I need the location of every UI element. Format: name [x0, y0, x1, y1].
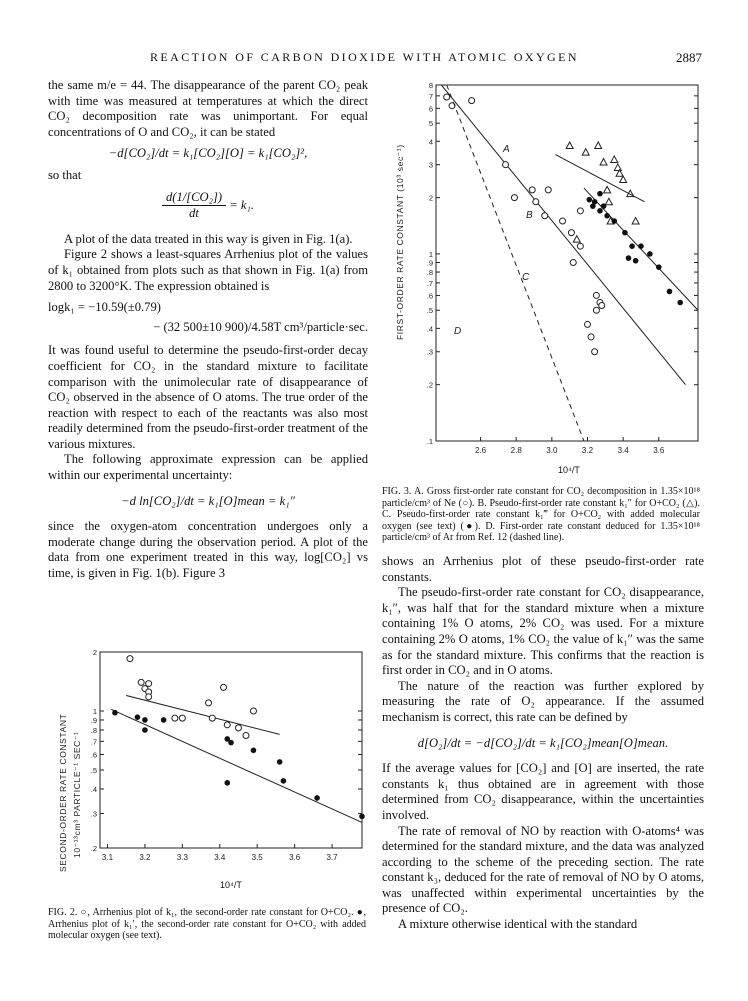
data-point [600, 159, 607, 166]
data-point [566, 142, 573, 149]
data-point [611, 218, 617, 224]
y-tick-label: .5 [426, 306, 433, 316]
data-point [570, 259, 576, 265]
data-point [632, 217, 639, 224]
fig2-chart [70, 640, 370, 880]
paragraph: The pseudo-first-order rate constant for CO₂ disappearance, k₁″, was half that for the standard mixture when a mixture containing 1% O atoms, 2% CO₂ was used. For a mixture containing 2% O atoms, 1% CO₂ the value of k₁″ was the same as for the standard mixture. This confirms that the reaction is first order in CO₂ and in O atoms. [382, 585, 704, 678]
page-header [0, 50, 748, 70]
fig2-x-axis-label: 10⁴/T [220, 880, 242, 890]
paragraph: If the average values for [CO₂] and [O] are inserted, the rate constants k₁ thus obtained are in agreement with those determined from CO₂ disappearance, within the uncertainties involved. [382, 761, 704, 822]
y-tick-label: .8 [90, 725, 97, 735]
paragraph: A plot of the data treated in this way is given in Fig. 1(a). [64, 231, 353, 246]
left-column [48, 78, 368, 582]
data-point [135, 714, 141, 720]
data-point [235, 725, 241, 731]
equation-rhs: = k₁. [229, 197, 255, 212]
line-label-D: D [454, 326, 462, 337]
data-point [597, 208, 603, 214]
y-tick-label: 2 [92, 648, 97, 657]
data-point [281, 778, 287, 784]
fraction-numerator: d(1/[CO₂]) [162, 190, 226, 207]
y-tick-label: 2 [428, 193, 433, 203]
y-tick-label: .2 [90, 844, 97, 853]
x-tick-label: 3.1 [101, 853, 114, 862]
y-tick-label: 1 [92, 707, 97, 717]
data-point [146, 681, 152, 687]
data-point [127, 656, 133, 662]
data-point [592, 199, 598, 205]
x-tick-label: 3.2 [581, 446, 594, 455]
x-tick-label: 3.6 [653, 446, 665, 455]
y-tick-label: .9 [90, 715, 97, 725]
fig2-caption: FIG. 2. ○, Arrhenius plot of k₁, the second-order rate constant for O+CO₂. ●, Arrhenius plot of k₁′, the second-order rate constant for O+CO₂ with added molecular oxygen (see text). [48, 907, 366, 942]
page-number: 2887 [676, 50, 702, 65]
x-tick-label: 3.5 [251, 853, 263, 862]
paragraph: A mixture otherwise identical with the standard [398, 917, 638, 932]
data-point [533, 199, 539, 205]
paragraph: so that [48, 167, 82, 182]
y-tick-label: .2 [426, 380, 433, 390]
data-point [599, 303, 605, 309]
y-tick-label: 6 [428, 104, 433, 114]
data-point [584, 321, 590, 327]
data-point [511, 195, 517, 201]
x-tick-label: 3.4 [617, 446, 629, 455]
y-tick-label: .1 [426, 437, 433, 446]
data-point [595, 142, 602, 149]
data-point [250, 708, 256, 714]
equation: logk₁ = −10.59(±0.79) [48, 300, 161, 315]
y-tick-label: 3 [428, 160, 433, 170]
data-point [138, 679, 144, 685]
data-point [277, 759, 283, 765]
paragraph: The following approximate expression can be applied within our experimental uncertainty: [48, 452, 368, 483]
equation: −d ln[CO₂]/dt = k₁[O]mean = k₁″ [121, 493, 295, 508]
y-tick-label: 4 [428, 137, 433, 147]
x-tick-label: 3.4 [214, 853, 226, 862]
x-tick-label: 2.8 [510, 446, 522, 455]
paragraph: since the oxygen-atom concentration undergoes only a moderate change during the observation period. A plot of the data from one experiment treated in this way, log[CO₂] vs time, is given in Fig. 1(b). Figure 3 [48, 519, 368, 581]
data-point [503, 162, 509, 168]
data-point [444, 94, 450, 100]
plot-frame [436, 85, 698, 441]
x-tick-label: 3.6 [289, 853, 301, 862]
data-point [604, 213, 610, 219]
y-tick-label: .8 [426, 268, 433, 278]
running-title: REACTION OF CARBON DIOXIDE WITH ATOMIC OXYGEN [150, 50, 579, 64]
data-point [251, 748, 257, 754]
data-point [611, 156, 618, 163]
x-tick-label: 3.7 [326, 853, 338, 862]
data-point [542, 213, 548, 219]
data-point [593, 292, 599, 298]
data-point [142, 727, 148, 733]
y-tick-label: .4 [426, 324, 433, 334]
data-point [582, 149, 589, 156]
data-point [605, 198, 612, 205]
data-point [112, 710, 118, 716]
fit-line-A [441, 85, 685, 385]
data-point [573, 236, 580, 243]
x-tick-label: 3.0 [546, 446, 558, 455]
data-point [647, 251, 653, 257]
data-point [560, 218, 566, 224]
fig2-y-axis-unit: 10⁻¹³cm³ PARTICLE⁻¹ SEC⁻¹ [72, 731, 82, 858]
y-tick-label: .3 [426, 347, 433, 357]
data-point [633, 258, 639, 264]
data-point [314, 795, 320, 801]
data-point [224, 780, 230, 786]
data-point [221, 684, 227, 690]
paragraph: the same m/e = 44. The disappearance of the parent CO₂ peak with time was measured at temperatures at which the direct CO₂ decomposition rate was unimportant. For equal concentrations of O and CO₂, it can be stated [48, 78, 368, 139]
paragraph: It was found useful to determine the pseudo-first-order decay coefficient for CO₂ in the standard mixture to facilitate comparison with the unimolecular rate of disappearance of CO₂ observed in the absence of O atoms. The true order of the reaction with respect to each of the reactants was also most readily determined from the pseudo-first-order treatment of the various mixtures. [48, 343, 368, 451]
right-column [382, 554, 704, 933]
data-point [142, 717, 148, 723]
y-tick-label: .9 [426, 258, 433, 268]
y-tick-label: 1 [428, 249, 433, 259]
paragraph: The rate of removal of NO by reaction with O-atoms⁴ was determined for the standard mixture, and the data was analyzed according to the scheme of the preceding section. The rate constant k₃, deduced for the rate of removal of NO by O atoms, was unaffected within experimental uncertainties by the presence of CO₂. [382, 823, 704, 916]
fig3-x-axis-label: 10⁴/T [558, 465, 580, 475]
data-point [656, 264, 662, 270]
data-point [545, 187, 551, 193]
data-point [161, 717, 167, 723]
y-tick-label: .3 [90, 809, 97, 819]
data-point [604, 186, 611, 193]
data-point [209, 715, 215, 721]
y-tick-label: .5 [90, 766, 97, 776]
y-tick-label: 7 [428, 91, 433, 101]
data-point [593, 307, 599, 313]
equation: −d[CO₂]/dt = k₁[CO₂][O] = k₁[CO₂]², [108, 146, 308, 161]
data-point [667, 289, 673, 295]
y-tick-label: .6 [426, 291, 433, 301]
data-point [677, 300, 683, 306]
fig3-y-axis-label: FIRST-ORDER RATE CONSTANT (10³ sec⁻¹) [395, 144, 405, 340]
y-tick-label: .6 [90, 750, 97, 760]
fig2-y-axis-label: SECOND-ORDER RATE CONSTANT [58, 713, 68, 872]
data-point [588, 334, 594, 340]
line-label-A: A [503, 144, 510, 155]
data-point [243, 732, 249, 738]
y-tick-label: .4 [90, 784, 97, 794]
data-point [629, 243, 635, 249]
y-tick-label: .7 [90, 737, 97, 747]
y-tick-label: 8 [428, 81, 433, 90]
paragraph: The nature of the reaction was further explored by measuring the rate of O₂ appearance. If the assumed mechanism is correct, this rate can be defined by [382, 678, 704, 724]
fit-line-D [447, 85, 584, 441]
equation: − (32 500±10 900)/4.58T cm³/particle·sec. [153, 319, 368, 334]
fig3-caption: FIG. 3. A. Gross first-order rate constant for CO₂ decomposition in 1.35×10¹⁸ particle/cm³ of Ne (○). B. Pseudo-first-order rate constant k₁″ for O+CO₂ (△). C. Pseudo-first-order rate constant k₁‴ for O+CO₂ with added molecular oxygen (see text) (●). D. First-order rate constant deduced for 1.35×10¹⁸ particle/cm³ of Ar from Ref. 12 (dashed line). [382, 486, 700, 544]
data-point [146, 694, 152, 700]
data-point [228, 740, 234, 746]
equation: d[O₂]/dt = −d[CO₂]/dt = k₁[CO₂]mean[O]mean. [417, 735, 669, 750]
data-point [626, 255, 632, 261]
data-point [469, 98, 475, 104]
paragraph: shows an Arrhenius plot of these pseudo-first-order rate constants. [382, 554, 704, 584]
x-tick-label: 3.3 [176, 853, 188, 862]
data-point [577, 243, 583, 249]
paragraph: Figure 2 shows a least-squares Arrhenius plot of the values of k₁ obtained from plots such as that shown in Fig. 1(a) from 2800 to 3200°K. The expression obtained is [48, 247, 368, 293]
data-point [359, 814, 365, 820]
y-tick-label: .7 [426, 278, 433, 288]
data-point [577, 208, 583, 214]
data-point [586, 197, 592, 203]
data-point [592, 349, 598, 355]
fig3-chart [408, 75, 708, 475]
x-tick-label: 2.6 [474, 446, 487, 455]
line-label-C: C [522, 272, 530, 283]
equation [48, 190, 368, 222]
data-point [568, 230, 574, 236]
data-point [224, 722, 230, 728]
x-tick-label: 3.2 [139, 853, 151, 862]
data-point [597, 191, 603, 197]
fraction-denominator: dt [189, 206, 199, 221]
line-label-B: B [526, 210, 533, 221]
y-tick-label: 5 [428, 119, 433, 129]
data-point [529, 187, 535, 193]
data-point [179, 715, 185, 721]
data-point [206, 700, 212, 706]
data-point [638, 243, 644, 249]
data-point [620, 176, 627, 183]
data-point [601, 203, 607, 209]
data-point [172, 715, 178, 721]
data-point [614, 164, 621, 171]
fit-line-series [126, 695, 279, 734]
data-point [622, 230, 628, 236]
